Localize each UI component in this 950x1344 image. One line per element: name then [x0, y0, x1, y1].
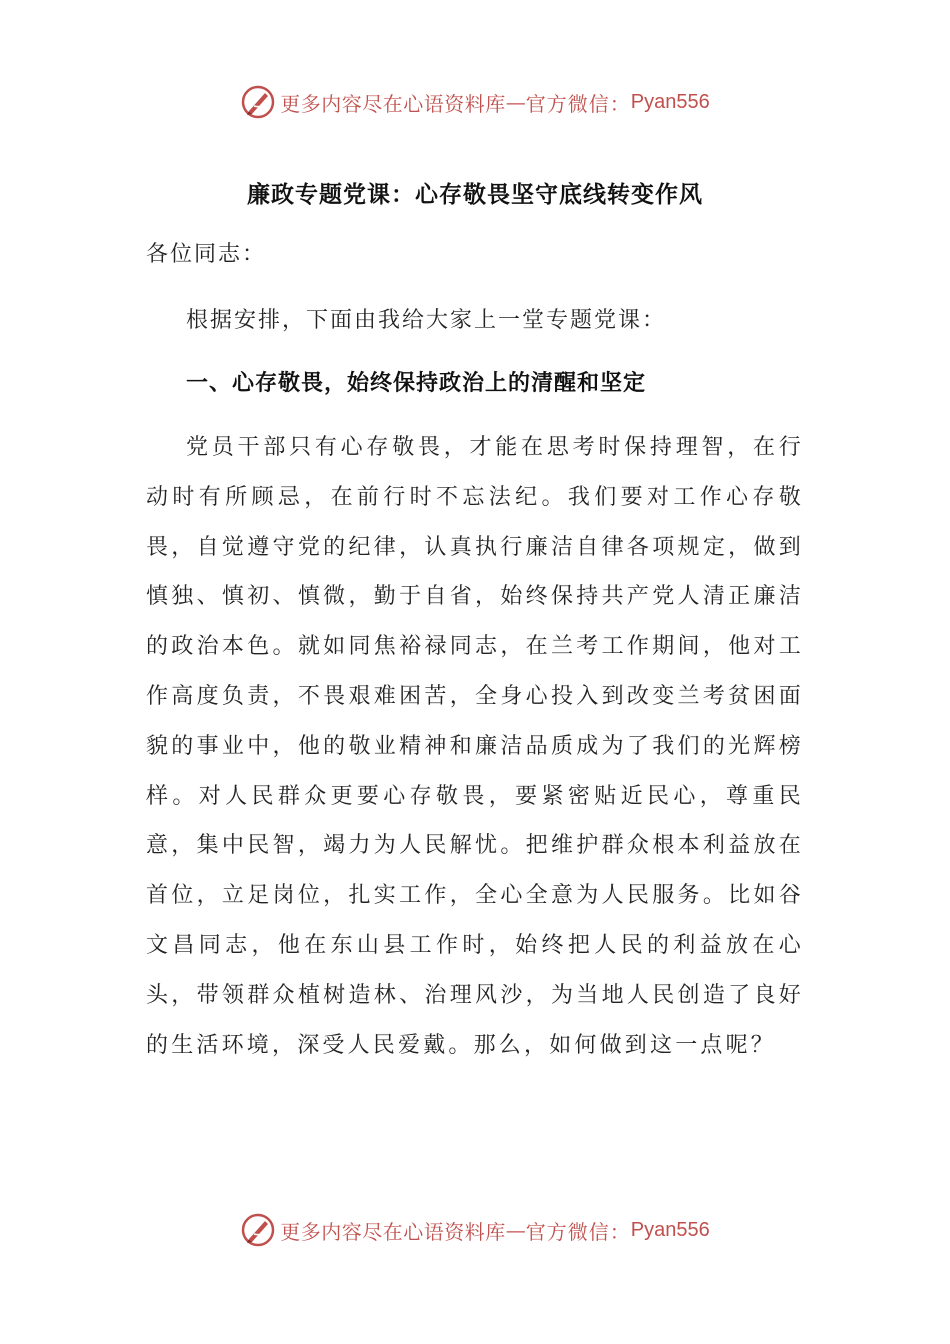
pen-logo-icon	[240, 84, 276, 120]
document-title: 廉政专题党课：心存敬畏坚守底线转变作风	[247, 182, 703, 208]
banner-separator: —	[505, 1218, 526, 1242]
pen-logo-icon	[240, 1212, 276, 1248]
section-heading: 一、心存敬畏，始终保持政治上的清醒和坚定	[186, 371, 647, 396]
banner-text: 更多内容尽在心语资料库	[280, 91, 506, 116]
banner-wechat-label: 官方微信：	[525, 91, 631, 116]
banner-wechat-id: Pyan556	[630, 1218, 710, 1241]
footer-banner	[0, 1210, 950, 1250]
banner-separator: —	[505, 90, 526, 114]
intro-line: 根据安排，下面由我给大家上一堂专题党课：	[186, 308, 667, 333]
header-banner	[0, 82, 950, 122]
greeting: 各位同志：	[146, 242, 267, 267]
banner-wechat-label: 官方微信：	[525, 1219, 631, 1244]
body-paragraph: 党员干部只有心存敬畏，才能在思考时保持理智，在行动时有所顾忌，在前行时不忘法纪。我们要对工作心存敬畏，自觉遵守党的纪律，认真执行廉洁自律各项规定，做到慎独、慎初、慎微，勤于自省，始终保持共产党人清正廉洁的政治本色。就如同焦裕禄同志，在兰考工作期间，他对工作高度负责，不畏艰难困苦，全身心投入到改变兰考贫困面貌的事业中，他的敬业精神和廉洁品质成为了我们的光辉榜样。对人民群众更要心存敬畏，要紧密贴近民心，尊重民意，集中民智，竭力为人民解忧。把维护群众根本利益放在首位，立足岗位，扎实工作，全心全意为人民服务。比如谷文昌同志，他在东山县工作时，始终把人民的利益放在心头，带领群众植树造林、治理风沙，为当地人民创造了良好的生活环境，深受人民爱戴。那么，如何做到这一点呢？	[146, 435, 804, 1058]
banner-text: 更多内容尽在心语资料库	[280, 1219, 506, 1244]
banner-wechat-id: Pyan556	[630, 90, 710, 113]
